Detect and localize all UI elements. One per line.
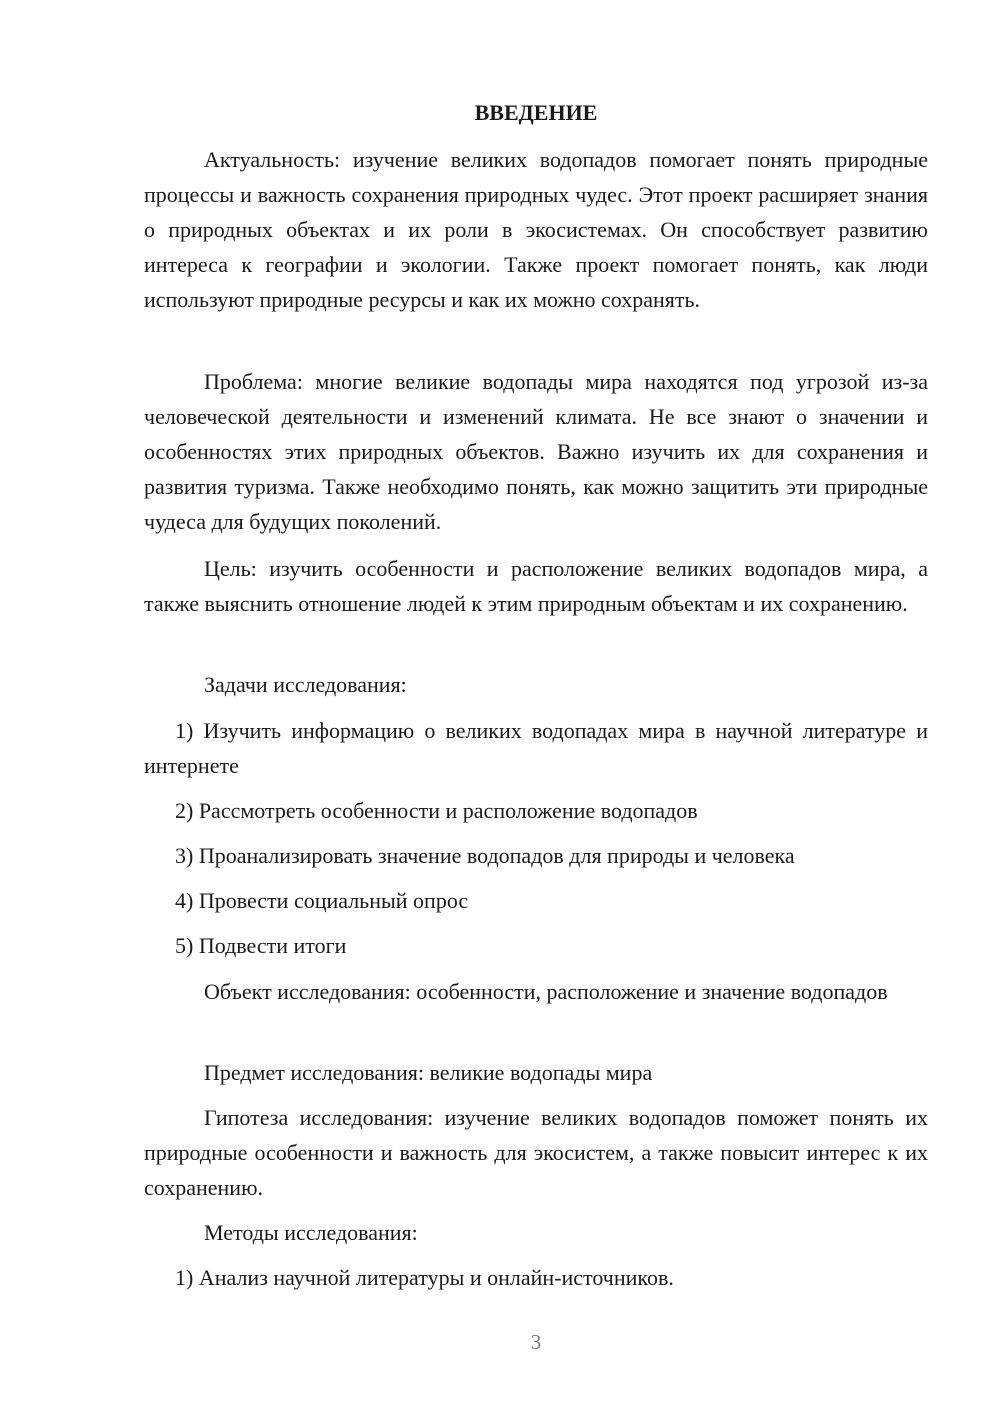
object-paragraph: Объект исследования: особенности, расположение и значение водопадов — [204, 979, 888, 1004]
methods-heading: Методы исследования: — [204, 1220, 418, 1245]
task-item-2: 2) Рассмотреть особенности и расположение водопадов — [175, 798, 698, 823]
task-item-5: 5) Подвести итоги — [175, 933, 347, 958]
task-item-1: 1) Изучить информацию о великих водопадах мира в научной литературе и интернете — [144, 718, 928, 778]
task-item-4: 4) Провести социальный опрос — [175, 888, 469, 913]
problem-paragraph: Проблема: многие великие водопады мира находятся под угрозой из-за человеческой деятельности и изменений климата. Не все знают о значении и особенностях этих природных объектов. Важно изучить их для сохранения и развития туризма. Также необходимо понять, как можно защитить эти природные чудеса для будущих поколений. — [144, 369, 928, 534]
method-item-1: 1) Анализ научной литературы и онлайн-источников. — [175, 1265, 674, 1290]
task-item-3: 3) Проанализировать значение водопадов для природы и человека — [175, 843, 795, 868]
tasks-heading: Задачи исследования: — [204, 672, 407, 697]
hypothesis-paragraph: Гипотеза исследования: изучение великих водопадов поможет понять их природные особенности и важность для экосистем, а также повысит интерес к их сохранению. — [144, 1105, 928, 1200]
page-number: 3 — [530, 1330, 542, 1354]
goal-paragraph: Цель: изучить особенности и расположение великих водопадов мира, а также выяснить отношение людей к этим природным объектам и их сохранению. — [144, 556, 928, 616]
relevance-paragraph: Актуальность: изучение великих водопадов помогает понять природные процессы и важность сохранения природных чудес. Этот проект расширяет знания о природных объектах и их роли в экосистемах. Он способствует развитию интереса к географии и экологии. Также проект помогает понять, как люди используют природные ресурсы и как их можно сохранять. — [144, 147, 928, 312]
subject-paragraph: Предмет исследования: великие водопады мира — [204, 1060, 653, 1085]
section-title: ВВЕДЕНИЕ — [474, 100, 598, 125]
